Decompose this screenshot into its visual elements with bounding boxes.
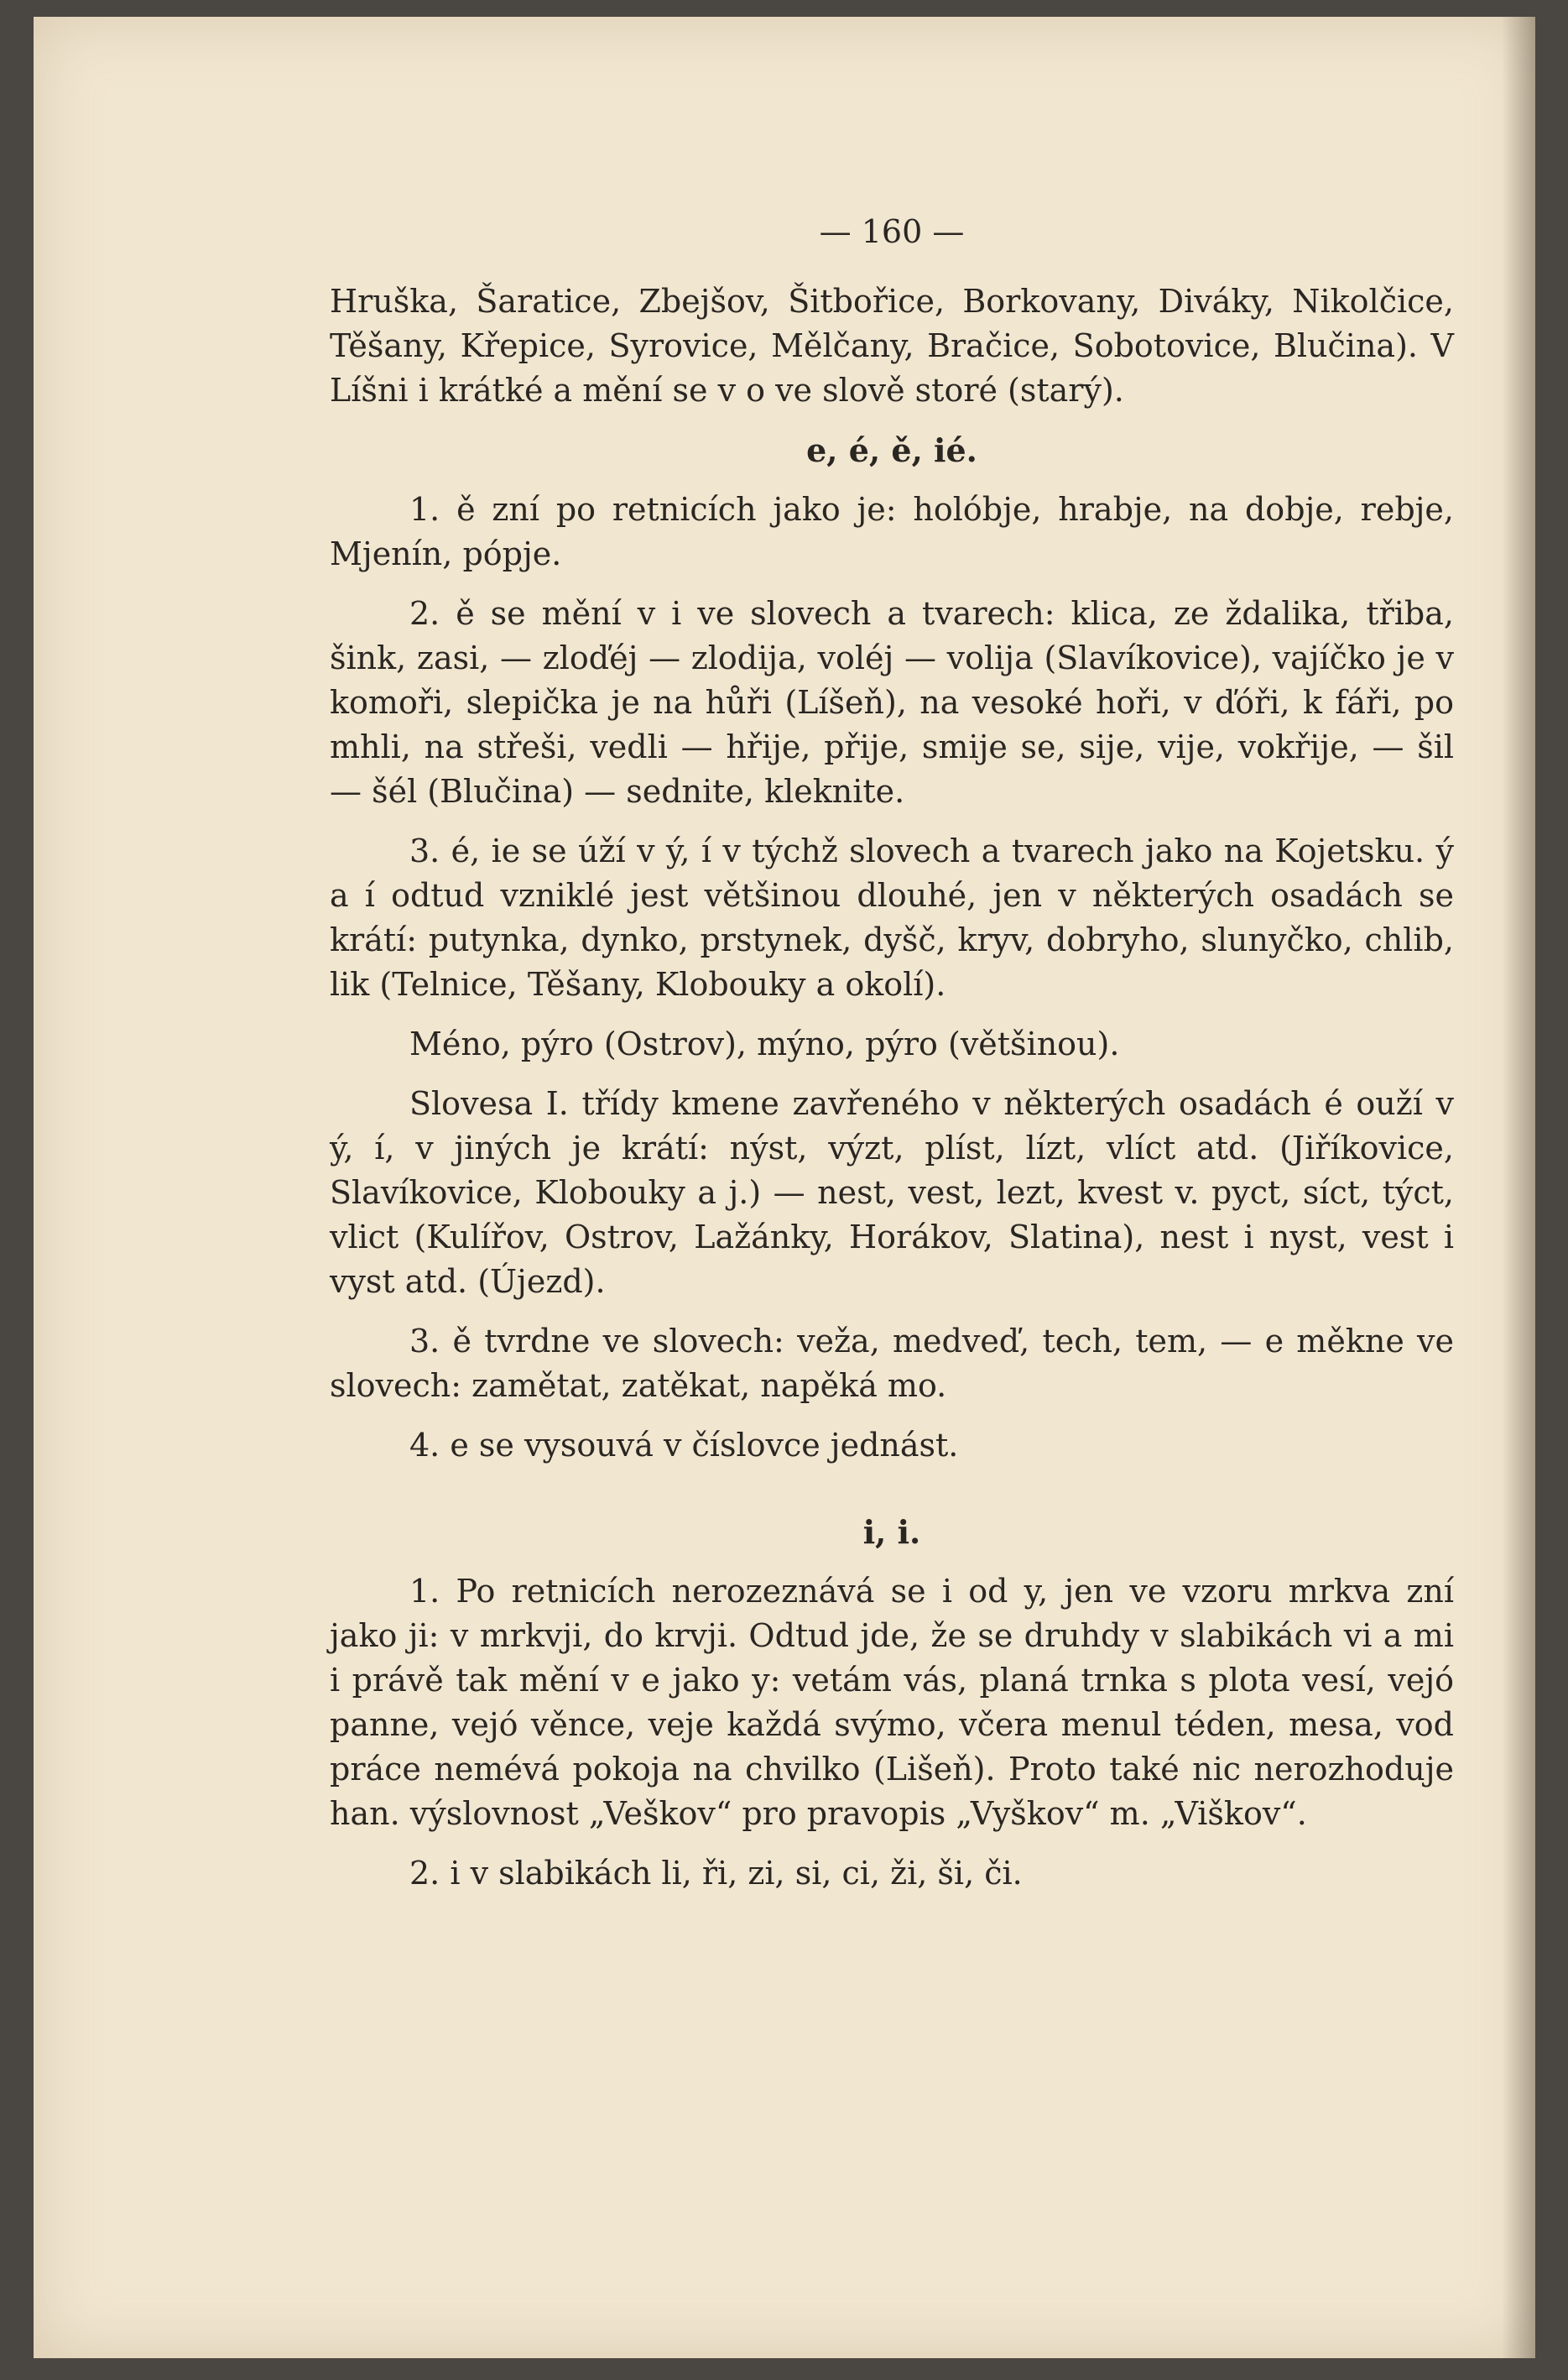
paragraph-e-3: 3. é, ie se úží v ý, í v týchž slovech a tvarech jako na Kojetsku. ý a í odtud vzniklé jest většinou dlouhé, jen v některých osadách se krátí: putynka, dynko, prstynek, dyšč, kryv, dobryho, slunyčko, chlib, lik (Telnice, Těšany, Klobouky a okolí). bbox=[330, 832, 1454, 1003]
paragraph-slovesa: Slovesa I. třídy kmene zavřeného v některých osadách é ouží v ý, í, v jiných je krátí: nýst, výzt, plíst, lízt, vlíct atd. (Jiříkovice, Slavíkovice, Klobouky a j.) — nest, vest, lezt, kvest v. pyct, síct, týct, vlict (Kulířov, Ostrov, Lažánky, Horákov, Slatina), nest i nyst, vest i vyst atd. (Újezd). bbox=[330, 1085, 1454, 1300]
paragraph-e-2: 2. ě se mění v i ve slovech a tvarech: klica, ze ždalika, třiba, šink, zasi, — zloďéj — zlodija, voléj — volija (Slavíkovice), vajíčko je v komoři, slepička je na hůři (Líšeň), na vesoké hoři, v ďóři, k fáři, po mhli, na střeši, vedli — hřije, přije, smije se, sije, vije, vokřije, — šil — šél (Blučina) — sednite, kleknite. bbox=[330, 595, 1454, 810]
paragraph-meno: Méno, pýro (Ostrov), mýno, pýro (většinou). bbox=[409, 1026, 1120, 1062]
paragraph-i-2: 2. i v slabikách li, ři, zi, si, ci, ži, ši, či. bbox=[409, 1855, 1023, 1892]
page-edge-shadow bbox=[1502, 17, 1535, 2358]
paragraph-i-1: 1. Po retnicích nerozeznává se i od y, jen ve vzoru mrkva zní jako ji: v mrkvji, do krvji. Odtud jde, že se druhdy v slabikách vi a mi i právě tak mění v e jako y: vetám vás, planá trnka s plota vesí, vejó panne, vejó věnce, veje každá svýmo, včera menul téden, mesa, vod práce nemévá pokoja na chvilko (Lišeň). Proto také nic nerozhoduje han. výslovnost „Veškov“ pro pravopis „Vyškov“ m. „Viškov“. bbox=[330, 1573, 1454, 1832]
paragraph-continued: Hruška, Šaratice, Zbejšov, Šitbořice, Borkovany, Diváky, Nikolčice, Těšany, Křepice, Syrovice, Mělčany, Bračice, Sobotovice, Blučina). V Líšni i krátké a mění se v o ve slově storé (starý). bbox=[330, 283, 1454, 409]
scanned-page bbox=[34, 17, 1535, 2358]
page-text bbox=[330, 210, 1454, 1911]
section-heading-i: i, i. bbox=[862, 1513, 921, 1551]
paragraph-e-1: 1. ě zní po retnicích jako je: holóbje, hrabje, na dobje, rebje, Mjenín, pópje. bbox=[330, 491, 1454, 572]
paragraph-e-3b: 3. ě tvrdne ve slovech: veža, medveď, tech, tem, — e měkne ve slovech: zamětat, zatěkat, napěká mo. bbox=[330, 1323, 1454, 1404]
paragraph-e-4: 4. e se vysouvá v číslovce jednást. bbox=[409, 1427, 959, 1464]
page-number: — 160 — bbox=[819, 213, 965, 250]
section-heading-e: e, é, ě, ié. bbox=[806, 431, 977, 469]
